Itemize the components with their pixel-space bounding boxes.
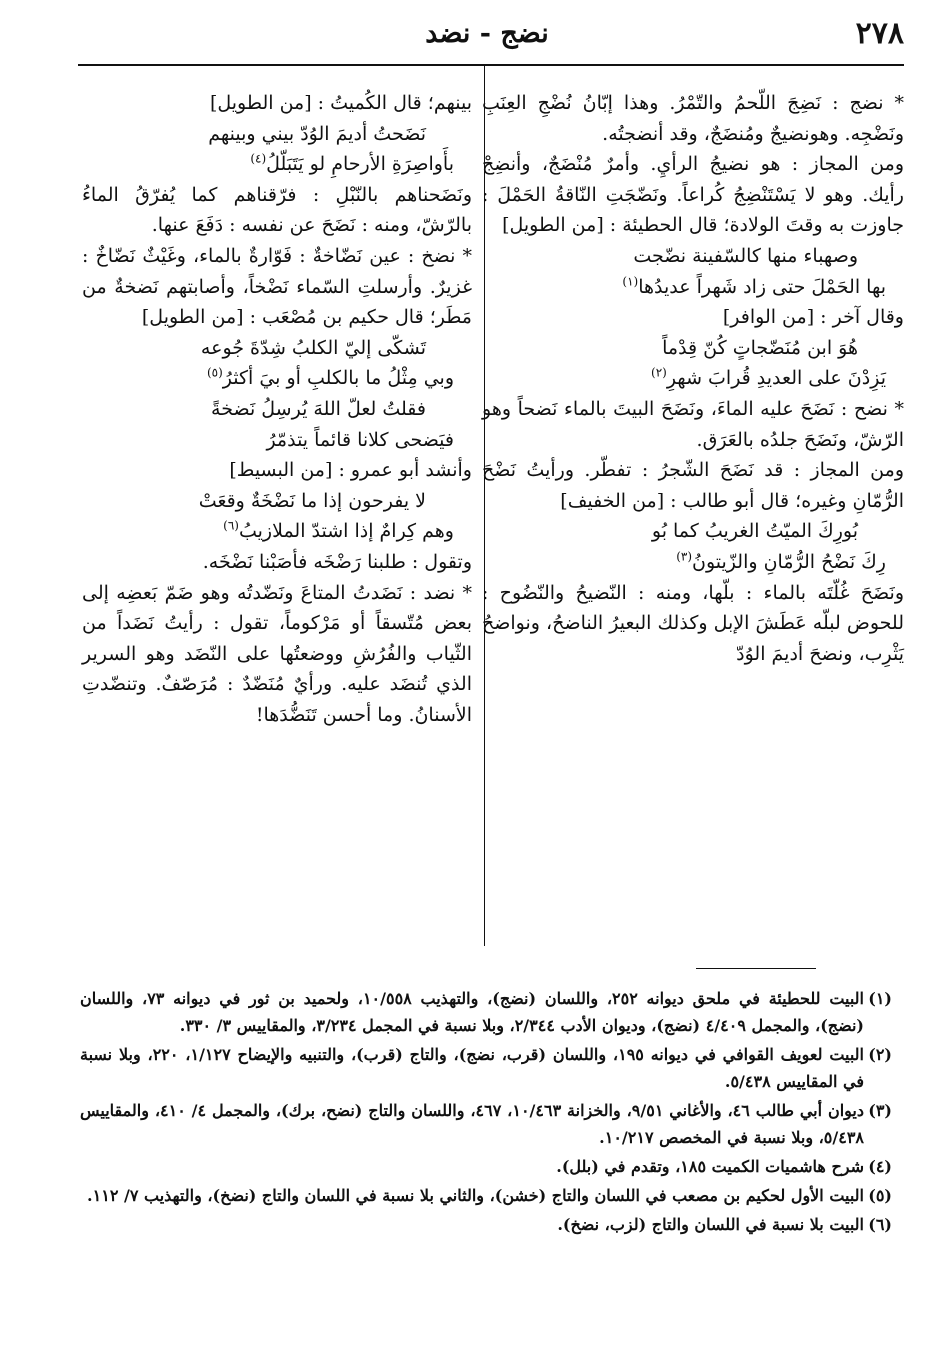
footnote-text: البيت لعويف القوافي في ديوانه ١٩٥، واللسان (قرب، نضج)، والتاج (قرب)، والتنبيه والإيضاح ١/١٢٧، ٢٢٠، وبلا نسبة في المقاييس ٥/٤٣٨. — [80, 1045, 865, 1091]
footnote-text: شرح هاشميات الكميت ١٨٥، وتقدم في (بلل). — [556, 1157, 864, 1176]
verse-first-hemistich: لا يفرحون إذا ما نَضْخَةٌ وقعَتْ — [198, 489, 426, 512]
verse-text: بأَواصِرَةِ الأرحامِ لو يَتَبَلّلُ — [266, 153, 454, 176]
footnote-marker: (٥) — [206, 366, 223, 381]
footnote-text: البيت الأول لحكيم بن مصعب في اللسان والتاج (خشن)، والثاني بلا نسبة في اللسان والتاج (نضخ)، والتهذيب ٧/ ١١٢. — [87, 1186, 864, 1205]
entry-paragraph: * نضد : نَضَدتُ المتاعَ ونَضّدتُه وهو ضَمّ بَعضِه إلى بعض مُتّسقاً أو مَرْكوماً، تقول : رأيتُ نَضَداً من الثّياب والفُرُشِ ووضعتُها على النّضَد وهو السرير الذي تُنضَد عليه. ورأيٌ مُنَضّدٌ : مُرَصّفٌ. وتنضّدتِ الأسنانُ. وما أحسن تَنَضُّدَها! — [82, 581, 472, 726]
footnote-rule — [696, 968, 816, 969]
page-header — [70, 14, 904, 56]
footnote-marker: (٣) — [676, 549, 693, 564]
entry-paragraph: وتقول : طلبنا رَضْخَه فأصَبْنا نَضْخَه. — [202, 550, 472, 573]
verse-first-hemistich: هُوَ ابن مُنَضّجاتٍ كُنّ قِدْماً — [662, 336, 858, 359]
verse-second-hemistich — [482, 363, 904, 394]
verse-text: رِكَ نَضْحُ الرُّمّانِ والزّيتونُ — [692, 550, 886, 573]
footnote — [80, 1153, 892, 1180]
entry-paragraph: ومن المجاز : هو نضيجُ الرأيِ. وأمرٌ مُنْضَجٌ، وأنضِجْ رأيك. وهو لا يَسْتَنْضِجُ كُراعاً. ونَضّجَتِ النّاقةُ الحَمْلَ : جاوزت به وقتَ الولادة؛ قال الحطيئة : [من الطويل] — [482, 153, 904, 237]
footnote-number: (٦) — [868, 1215, 892, 1234]
verse-text: يَزِدْنَ على العديدِ قُرابَ شهرِ — [666, 367, 886, 390]
footnote-number: (٢) — [868, 1045, 892, 1064]
verse-second-hemistich — [82, 425, 472, 456]
entry-paragraph: ونَضَحناهم بالنّبْلِ : فرّقناهم كما يُفرّقُ الماءُ بالرّشّ، ومنه : نَضَحَ عن نفسه : دَفَعَ عنها. — [82, 183, 472, 237]
right-column — [482, 88, 904, 669]
verse-second-hemistich — [482, 547, 904, 578]
entry-paragraph: وأنشد أبو عمرو : [من البسيط] — [229, 459, 472, 482]
verse-second-hemistich — [82, 516, 472, 547]
footnote-text: ديوان أبي طالب ٤٦، والأغاني ٩/٥١، والخزانة ١٠/٤٦٣، ٤٦٧، واللسان والتاج (نضح، برك)، والمجمل ٤/ ٤١٠، والمقاييس ٥/٤٣٨، وبلا نسبة في المخصص ١٠/٢١٧. — [80, 1101, 864, 1147]
verse-text: بها الحَمْلَ حتى زاد شَهراً عديدُها — [638, 275, 886, 298]
page-number: ٢٧٨ — [855, 16, 904, 51]
footnotes — [80, 985, 892, 1240]
verse-text: وهم كِرامٌ إذا اشتدّ الملازيبُ — [238, 520, 454, 543]
verse-first-hemistich: فقلتُ لعلّ اللهَ يُرسِلُ نَضخةً — [211, 397, 426, 420]
footnote — [80, 1182, 892, 1209]
footnote-number: (٤) — [868, 1157, 892, 1176]
verse-first-hemistich: بُورِكَ الميّتُ الغريبُ كما بُو — [651, 520, 858, 543]
verse-text: وبي مِثْلُ ما بالكلبِ أو بيَ أكثرُ — [222, 367, 454, 390]
poetry-verse — [482, 333, 904, 394]
entry-paragraph: وقال آخر : [من الوافر] — [722, 306, 904, 329]
poetry-verse — [82, 333, 472, 394]
footnote-text: البيت بلا نسبة في اللسان والتاج (لزب، نضخ). — [557, 1215, 864, 1234]
footnote-marker: (٢) — [651, 366, 667, 381]
footnote-number: (٣) — [868, 1101, 892, 1120]
footnote-text: البيت للحطيئة في ملحق ديوانه ٢٥٢، واللسان (نضج)، والتهذيب ١٠/٥٥٨، ولحميد بن ثور في ديوانه ٧٣، واللسان (نضج)، والمجمل ٤/٤٠٩ (نضج)، وديوان الأدب ٢/٣٤٤، وبلا نسبة في المجمل ٣/٢٣٤، والمقاييس ٣/ ٣٣٠. — [80, 989, 865, 1035]
footnote — [80, 1041, 892, 1095]
footnote — [80, 1097, 892, 1151]
footnote — [80, 985, 892, 1039]
verse-first-hemistich: نَضَحتُ أديمَ الوُدّ بيني وبينهم — [208, 122, 426, 145]
footnote-marker: (٦) — [223, 518, 239, 533]
entry-paragraph: * نضج : نَضِجَ اللّحمُ والتّمْرُ. وهذا إبّانُ نُضْجِ العِنَبِ ونَضْجِه. وهونضيجٌ ومُنضَجٌ، وقد أنضجتُه. — [482, 92, 904, 145]
poetry-verse — [482, 241, 904, 302]
footnote-number: (٥) — [868, 1186, 892, 1205]
entry-paragraph: ونَضَحَ غُلّتَه بالماء : بلّها، ومنه : النّضيحُ والنّضُوح : للحوض لبلّه عَطَشَ الإبل وكذلك البعيرُ الناضحُ، ونواضحُ يَثْرِب، ونضحَ أديمَ الوُدّ — [482, 581, 904, 665]
verse-second-hemistich — [482, 272, 904, 303]
entry-paragraph: بينهم؛ قال الكُميتُ : [من الطويل] — [209, 92, 472, 114]
footnote-marker: (١) — [622, 274, 639, 289]
left-column — [82, 88, 472, 730]
poetry-verse — [82, 486, 472, 547]
verse-first-hemistich: وصهباء منها كالسّفينة نضّجت — [633, 244, 858, 267]
entry-paragraph: ومن المجاز : قد نَضَحَ الشّجرُ : تفطّر. ورأيتُ نَضْحَ الرُّمّانِ وغيره؛ قال أبو طالب : [من الخفيف] — [482, 459, 904, 512]
verse-second-hemistich — [82, 149, 472, 180]
entry-paragraph: * نضح : نَضَحَ عليه الماءَ، ونَضَحَ البيتَ بالماء نَضحاً وهو الرّشّ، ونَضَحَ جلدُه بالعَرَق. — [482, 397, 904, 451]
verse-text: فيَضحى كلانا قائماً يتذمّرُ — [266, 428, 454, 451]
poetry-verse — [82, 119, 472, 180]
header-rule — [78, 64, 904, 66]
verse-second-hemistich — [82, 363, 472, 394]
entry-paragraph: * نضخ : عين نَضّاخةٌ : فَوّارةٌ بالماء، وغَيْثٌ نَضّاخٌ : غزيرٌ. وأرسلتِ السّماء نَضْخاً، وأصابتهم نَضخةٌ من مَطَر؛ قال حكيم بن مُصْعَب : [من الطويل] — [82, 244, 472, 329]
poetry-verse — [482, 516, 904, 577]
footnote-marker: (٤) — [250, 151, 267, 166]
page-title: نضج - نضد — [425, 18, 549, 49]
poetry-verse — [82, 394, 472, 455]
verse-first-hemistich: تَشكّى إليّ الكلبُ شِدّةَ جُوعه — [200, 336, 426, 359]
footnote — [80, 1211, 892, 1238]
footnote-number: (١) — [868, 989, 892, 1008]
